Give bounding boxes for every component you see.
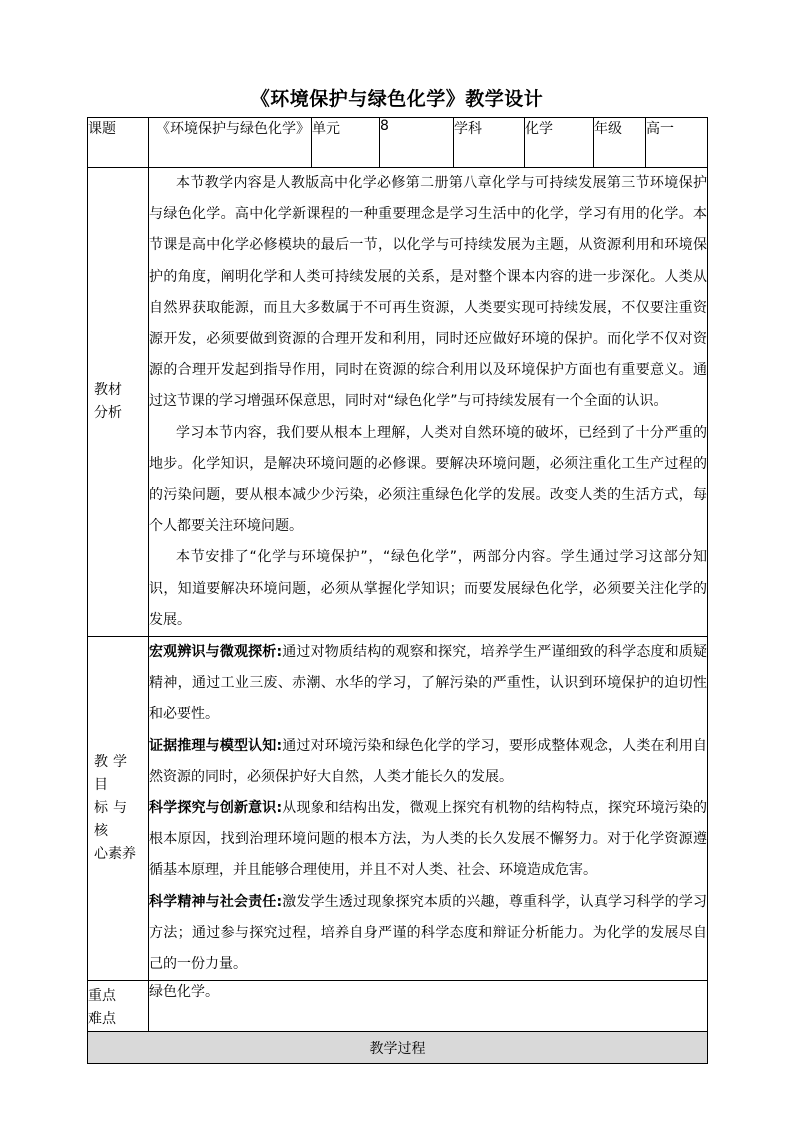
goals-label-line2: 标与核	[94, 800, 132, 840]
goals-content	[149, 637, 708, 981]
goal-item	[149, 887, 707, 981]
key-points-label-line2: 难点	[88, 1011, 116, 1028]
goals-label	[88, 637, 149, 981]
goal-heading: 宏观辨识与微观探析:	[149, 644, 283, 661]
textbook-paragraph: 学习本节内容，我们要从根本上理解，人类对自然环境的破坏，已经到了十分严重的地步。化学知识，是解决环境问题的必修课。要解决环境问题，必须注重化工生产过程的的污染问题，要从根本减少少污染，必须注重绿色化学的发展。改变人类的生活方式，每个人都要关注环境问题。	[149, 424, 707, 535]
unit-label: 单元	[312, 118, 380, 168]
key-points-row	[88, 981, 708, 1032]
header-row	[88, 118, 708, 168]
textbook-analysis-row	[88, 168, 708, 637]
goal-text: 激发学生透过现象探究本质的兴趣，尊重科学，认真学习科学的学习方法；通过参与探究过程，培养自身严谨的科学态度和辩证分析能力。为化学的发展尽自己的一份力量。	[149, 893, 707, 973]
process-row	[88, 1032, 708, 1064]
goal-item	[149, 731, 707, 793]
grade-label: 年级	[594, 118, 646, 168]
teaching-process-header: 教学过程	[88, 1032, 708, 1064]
textbook-analysis-content	[149, 168, 708, 637]
lesson-plan-table	[87, 117, 708, 1064]
subject-label: 学科	[454, 118, 525, 168]
textbook-paragraph: 本节教学内容是人教版高中化学必修第二册第八章化学与可持续发展第三节环境保护与绿色化学。高中化学新课程的一种重要理念是学习生活中的化学，学习有用的化学。本节课是高中化学必修模块的最后一节，以化学与可持续发展为主题，从资源利用和环境保护的角度，阐明化学和人类可持续发展的关系，是对整个课本内容的进一步深化。人类从自然界获取能源，而且大多数属于不可再生资源，人类要实现可持续发展，不仅要注重资源开发，必须要做到资源的合理开发和利用，同时还应做好环境的保护。而化学不仅对资源的合理开发起到指导作用，同时在资源的综合利用以及环境保护方面也有重要意义。通过这节课的学习增强环保意思，同时对“绿色化学”与可持续发展有一个全面的认识。	[149, 175, 707, 410]
goals-label-line3: 心素养	[94, 846, 136, 863]
key-points-value: 绿色化学。	[149, 981, 708, 1032]
goal-text: 通过对环境污染和绿色化学的学习，要形成整体观念，人类在利用自然资源的同时，必须保护好大自然，人类才能长久的发展。	[149, 737, 707, 785]
textbook-paragraph: 本节安排了“化学与环境保护”，“绿色化学”，两部分内容。学生通过学习这部分知识，知道要解决环境问题，必须从掌握化学知识；而要发展绿色化学，必须要关注化学的发展。	[149, 549, 707, 628]
goal-text: 通过对物质结构的观察和探究，培养学生严谨细致的科学态度和质疑精神，通过工业三废、赤潮、水华的学习，了解污染的严重性，认识到环境保护的迫切性和必要性。	[149, 644, 707, 723]
goal-item	[149, 793, 707, 887]
textbook-label-line2: 分析	[94, 405, 122, 422]
page-title: 《环境保护与绿色化学》教学设计	[250, 88, 544, 110]
goal-heading: 证据推理与模型认知:	[149, 737, 283, 754]
topic-label: 课题	[88, 118, 149, 168]
goal-text: 从现象和结构出发，微观上探究有机物的结构特点，探究环境污染的根本原因，找到治理环境问题的根本方法，为人类的长久发展不懈努力。对于化学资源遵循基本原理，并且能够合理使用，并且不对人类、社会、环境造成危害。	[149, 800, 707, 879]
goal-heading: 科学精神与社会责任:	[149, 893, 283, 910]
key-points-label	[88, 981, 149, 1032]
goals-label-line1: 教学目	[94, 754, 132, 794]
topic-value: 《环境保护与绿色化学》	[149, 118, 312, 168]
goal-heading: 科学探究与创新意识:	[149, 800, 283, 817]
goal-item	[149, 637, 707, 731]
goals-row	[88, 637, 708, 981]
key-points-label-line1: 重点	[88, 988, 116, 1005]
subject-value: 化学	[525, 118, 594, 168]
textbook-label-line1: 教材	[94, 382, 122, 399]
textbook-analysis-label	[88, 168, 149, 637]
unit-value: 8	[380, 118, 454, 168]
grade-value: 高一	[646, 118, 708, 168]
